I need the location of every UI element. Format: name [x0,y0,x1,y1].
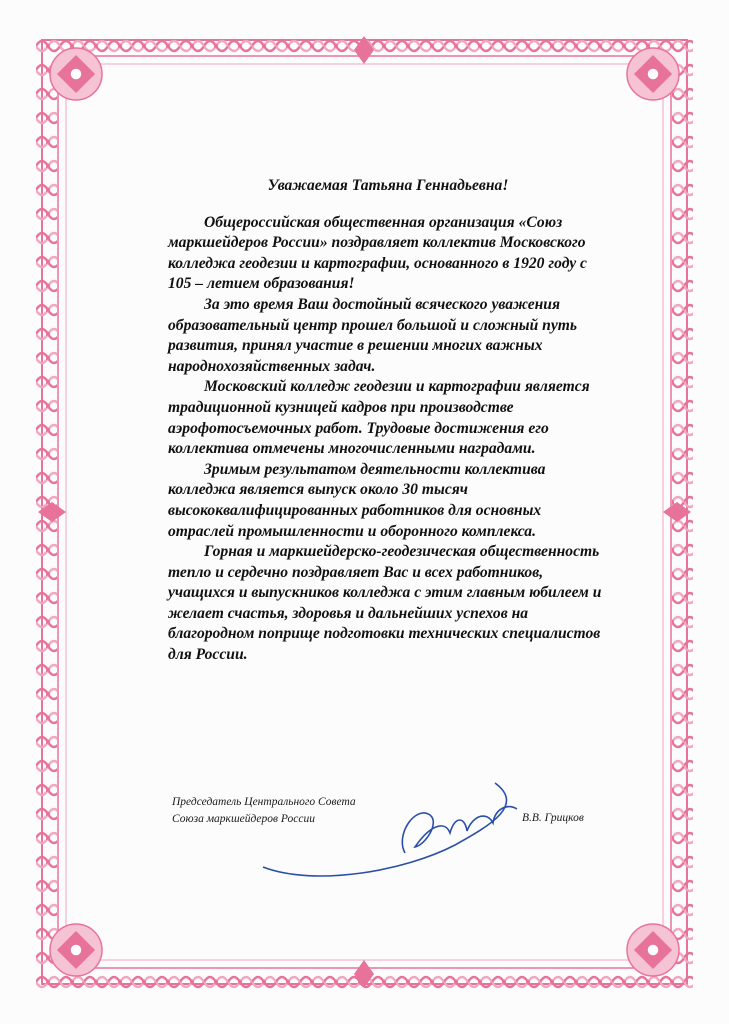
letter-paragraph: Зримым результатом деятельности коллектива колледжа является выпуск около 30 тысяч высококвалифицированных работников для основных отраслей промышленности и оборонного комплекса. [168,460,546,540]
letter-greeting: Уважаемая Татьяна Геннадьевна! [267,177,509,194]
signature-title-line: Союза маркшейдеров России [172,813,315,825]
handwritten-signature [255,775,535,885]
letter-paragraph: Общероссийская общественная организация «Союз маркшейдеров России» поздравляет коллектив Московского колледжа геодезии и картографии, основанного в 1920 году с 105 – летием образования! [168,213,587,293]
letter-paragraph: Московский колледж геодезии и картографии является традиционной кузницей кадров при производстве аэрофотосъемочных работ. Трудовые достижения его коллектива отмечены многочисленными наградами. [168,378,590,458]
letter-body [168,176,608,666]
letter-paragraph: Горная и маркшейдерско-геодезическая общественность тепло и сердечно поздравляет Вас и всех работников, учащихся и выпускников колледжа с этим главным юбилеем и желает счастья, здоровья и дальнейших успехов на благородном поприще подготовки технических специалистов для России. [168,543,602,664]
signature-title-line: Председатель Центрального Совета [172,796,356,808]
letter-paragraph: За это время Ваш достойный всяческого уважения образовательный центр прошел большой и сложный путь развития, принял участие в решении многих важных народнохозяйственных задач. [168,295,578,375]
signatory-name: В.В. Грицков [522,812,584,824]
